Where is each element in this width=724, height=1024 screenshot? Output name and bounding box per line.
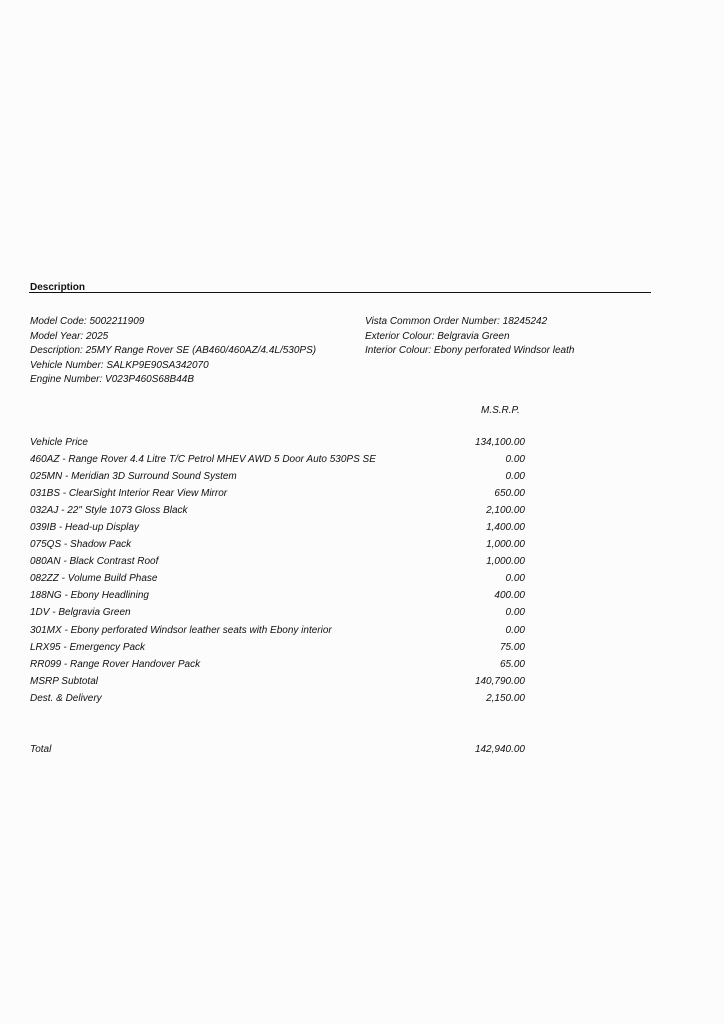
line-item-description: 025MN - Meridian 3D Surround Sound System xyxy=(30,471,237,483)
line-item-amount: 75.00 xyxy=(499,641,525,653)
line-item-amount: 65.00 xyxy=(499,658,525,670)
line-item-description: Vehicle Price xyxy=(30,437,88,448)
interior-colour: Interior Colour: Ebony perforated Windsor leath xyxy=(365,345,575,357)
line-item-amount: 2,100.00 xyxy=(486,505,525,517)
order-number: Vista Common Order Number: 18245242 xyxy=(365,316,548,327)
line-item-description: 080AN - Black Contrast Roof xyxy=(30,556,159,568)
line-item-amount: 1,400.00 xyxy=(486,522,525,534)
line-item xyxy=(30,454,527,471)
subtotal-row xyxy=(30,676,527,693)
line-item-amount: 400.00 xyxy=(494,590,525,602)
line-item-description: 082ZZ - Volume Build Phase xyxy=(30,573,158,585)
line-item-description: RR099 - Range Rover Handover Pack xyxy=(30,658,201,670)
line-item xyxy=(30,437,527,454)
line-item-description: 075QS - Shadow Pack xyxy=(30,539,132,551)
msrp-column-header: M.S.R.P. xyxy=(481,405,520,416)
line-item-description: 460AZ - Range Rover 4.4 Litre T/C Petrol MHEV AWD 5 Door Auto 530PS SE xyxy=(30,454,376,466)
line-item-amount: 650.00 xyxy=(494,488,525,500)
line-item-description: 188NG - Ebony Headlining xyxy=(30,590,149,602)
total-amount: 142,940.00 xyxy=(474,744,525,755)
delivery-amount: 2,150.00 xyxy=(486,692,525,704)
line-item xyxy=(30,522,527,539)
line-item-description: 1DV - Belgravia Green xyxy=(30,607,131,619)
line-item-amount: 0.00 xyxy=(505,573,525,585)
model-year: Model Year: 2025 xyxy=(30,330,109,342)
line-item xyxy=(30,573,527,590)
line-item-amount: 0.00 xyxy=(505,607,525,619)
line-item xyxy=(30,625,527,642)
line-item-amount: 1,000.00 xyxy=(486,539,525,551)
line-item-amount: 1,000.00 xyxy=(486,556,525,568)
line-item-description: 032AJ - 22" Style 1073 Gloss Black xyxy=(30,505,188,517)
line-item xyxy=(30,607,527,624)
engine-number: Engine Number: V023P460S68B44B xyxy=(30,374,195,386)
line-item-amount: 0.00 xyxy=(505,471,525,483)
subtotal-label: MSRP Subtotal xyxy=(30,675,98,687)
vehicle-number: Vehicle Number: SALKP9E90SA342070 xyxy=(30,359,209,371)
model-code: Model Code: 5002211909 xyxy=(30,316,145,327)
total-row xyxy=(30,744,527,758)
line-item-description: 301MX - Ebony perforated Windsor leather seats with Ebony interior xyxy=(30,624,332,636)
line-item xyxy=(30,556,527,573)
line-item xyxy=(30,505,527,522)
line-item xyxy=(30,590,527,607)
section-title: Description xyxy=(30,282,86,293)
subtotal-amount: 140,790.00 xyxy=(474,675,525,687)
vehicle-info-right xyxy=(365,315,574,359)
line-item xyxy=(30,539,527,556)
price-line-items xyxy=(30,437,527,710)
header-rule xyxy=(29,292,651,293)
line-item-amount: 0.00 xyxy=(505,454,525,466)
line-item-amount: 0.00 xyxy=(505,624,525,636)
delivery-label: Dest. & Delivery xyxy=(30,692,102,704)
vehicle-info-left xyxy=(30,315,316,388)
line-item-description: LRX95 - Emergency Pack xyxy=(30,641,146,653)
line-item xyxy=(30,642,527,659)
delivery-row xyxy=(30,693,527,710)
total-label: Total xyxy=(30,744,52,755)
line-item xyxy=(30,659,527,676)
line-item-description: 039IB - Head-up Display xyxy=(30,522,139,534)
vehicle-description: Description: 25MY Range Rover SE (AB460/460AZ/4.4L/530PS) xyxy=(30,345,317,357)
line-item xyxy=(30,488,527,505)
line-item xyxy=(30,471,527,488)
line-item-description: 031BS - ClearSight Interior Rear View Mirror xyxy=(30,488,228,500)
line-item-amount: 134,100.00 xyxy=(474,437,525,448)
exterior-colour: Exterior Colour: Belgravia Green xyxy=(365,330,510,342)
